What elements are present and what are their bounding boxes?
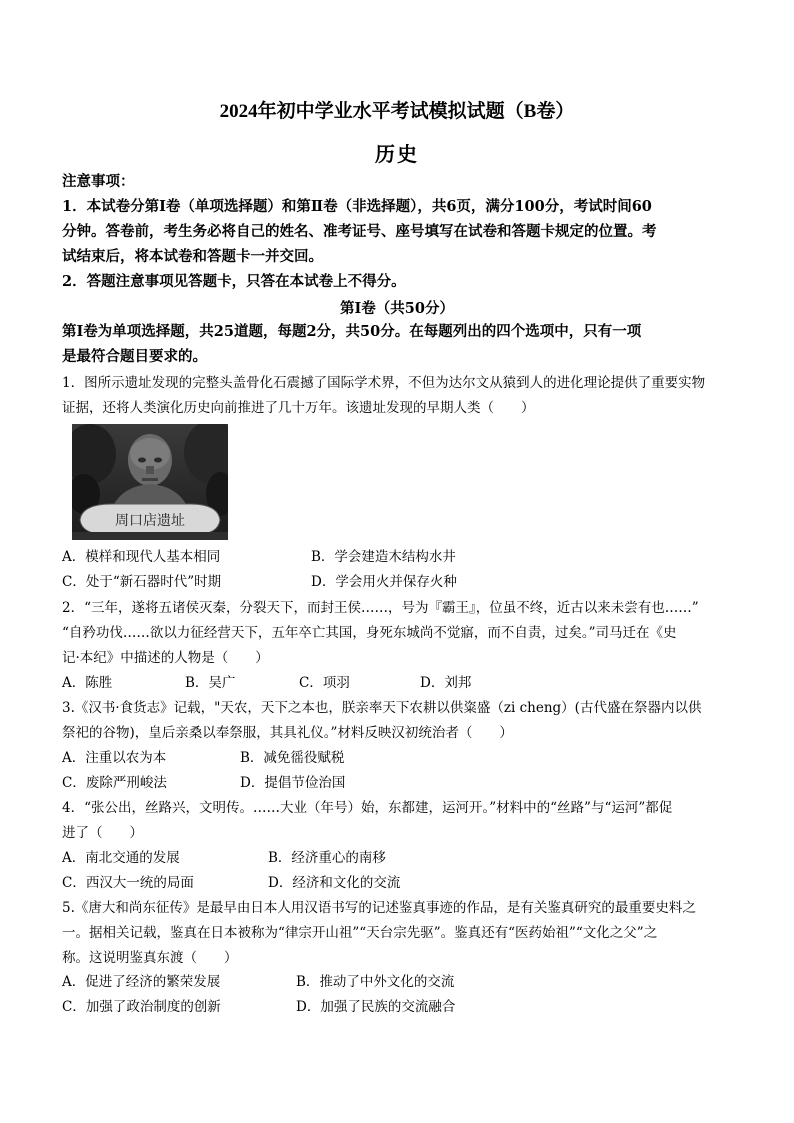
q2-stem-line-3: 记·本纪》中描述的人物是（ ）	[62, 650, 269, 666]
q2-option-c: C．项羽	[299, 675, 350, 691]
note-1-line-1: 1．本试卷分第Ⅰ卷（单项选择题）和第Ⅱ卷（非选择题），共6页，满分100分，考试时间60	[62, 198, 652, 215]
section-1-desc-line-1: 第Ⅰ卷为单项选择题，共25道题，每题2分，共50分。在每题列出的四个选项中，只有一项	[62, 323, 642, 340]
q4-option-c: C．西汉大一统的局面	[62, 875, 194, 891]
q4-stem-line-1: 4．“张公出，丝路兴，文明传。……大业（年号）始，东都建，运河开。”材料中的“丝路”与“运河”都促	[62, 800, 673, 816]
q1-option-c: C．处于“新石器时代”时期	[62, 574, 222, 590]
q1-option-b: B．学会建造木结构水井	[311, 549, 456, 565]
q5-stem-line-3: 称。这说明鉴真东渡（ ）	[62, 950, 238, 966]
q3-stem-line-1: 3.《汉书·食货志》记载，"天农，天下之本也，朕亲率天下农耕以供粢盛（zi cheng）(古代盛在祭器内以供	[62, 700, 702, 716]
q2-stem-line-2: “自矜功伐……欲以力征经营天下，五年卒亡其国，身死东城尚不觉寤，而不自责，过矣。”司马迁在《史	[62, 625, 677, 641]
section-1-heading: 第Ⅰ卷（共50分）	[340, 300, 454, 317]
q2-option-d: D．刘邦	[420, 675, 472, 691]
q4-option-a: A．南北交通的发展	[62, 850, 180, 866]
q3-stem-line-2: 祭祀的谷物)，皇后亲桑以奉祭服，其具礼仪。”材料反映汉初统治者（ ）	[62, 725, 513, 741]
q2-option-b: B．吴广	[185, 675, 236, 691]
section-1-desc-line-2: 是最符合题目要求的。	[62, 348, 207, 365]
q3-option-b: B．减免徭役赋税	[240, 750, 345, 766]
q5-option-b: B．推动了中外文化的交流	[296, 974, 455, 990]
q4-option-b: B．经济重心的南移	[268, 850, 386, 866]
q2-option-a: A．陈胜	[62, 675, 113, 691]
q1-stem-line-2: 证据，还将人类演化历史向前推进了几十万年。该遗址发现的早期人类（ ）	[62, 400, 535, 416]
q3-option-d: D．提倡节俭治国	[240, 775, 346, 791]
q5-option-c: C．加强了政治制度的创新	[62, 999, 221, 1015]
q5-option-a: A．促进了经济的繁荣发展	[62, 974, 221, 990]
note-1-line-3: 试结束后，将本试卷和答题卡一并交回。	[62, 248, 323, 265]
note-1-line-2: 分钟。答卷前，考生务必将自己的姓名、准考证号、座号填写在试卷和答题卡规定的位置。考	[62, 223, 657, 240]
exam-title: 2024年初中学业水平考试模拟试题（B卷）	[219, 101, 575, 122]
q5-option-d: D．加强了民族的交流融合	[296, 999, 456, 1015]
q1-option-a: A．模样和现代人基本相同	[62, 549, 221, 565]
subject-title: 历史	[375, 144, 419, 166]
q5-stem-line-1: 5.《唐大和尚东征传》是最早由日本人用汉语书写的记述鉴真事迹的作品，是有关鉴真研究的最重要史料之	[62, 900, 696, 916]
q3-option-a: A．注重以农为本	[62, 750, 167, 766]
photo-inscription: 周口店遗址	[115, 513, 185, 529]
q3-option-c: C．废除严刑峻法	[62, 775, 167, 791]
q4-option-d: D．经济和文化的交流	[268, 875, 401, 891]
q1-option-d: D．学会用火并保存火种	[311, 574, 457, 590]
q1-stem-line-1: 1．图所示遗址发现的完整头盖骨化石震撼了国际学术界，不但为达尔文从猿到人的进化理论提供了重要实物	[62, 375, 706, 391]
note-2: 2．答题注意事项见答题卡，只答在本试卷上不得分。	[62, 273, 406, 290]
q4-stem-line-2: 进了（ ）	[62, 825, 143, 841]
notes-heading: 注意事项：	[62, 173, 135, 190]
q5-stem-line-2: 一。据相关记载，鉴真在日本被称为“律宗开山祖”“天台宗先驱”。鉴真还有“医药始祖”“文化之父”之	[62, 925, 658, 941]
q2-stem-line-1: 2．“三年，遂将五诸侯灭秦，分裂天下，而封王侯……，号为『霸王』，位虽不终，近古以来未尝有也……”	[62, 600, 699, 616]
zhoukoudian-site-photo	[72, 424, 228, 540]
